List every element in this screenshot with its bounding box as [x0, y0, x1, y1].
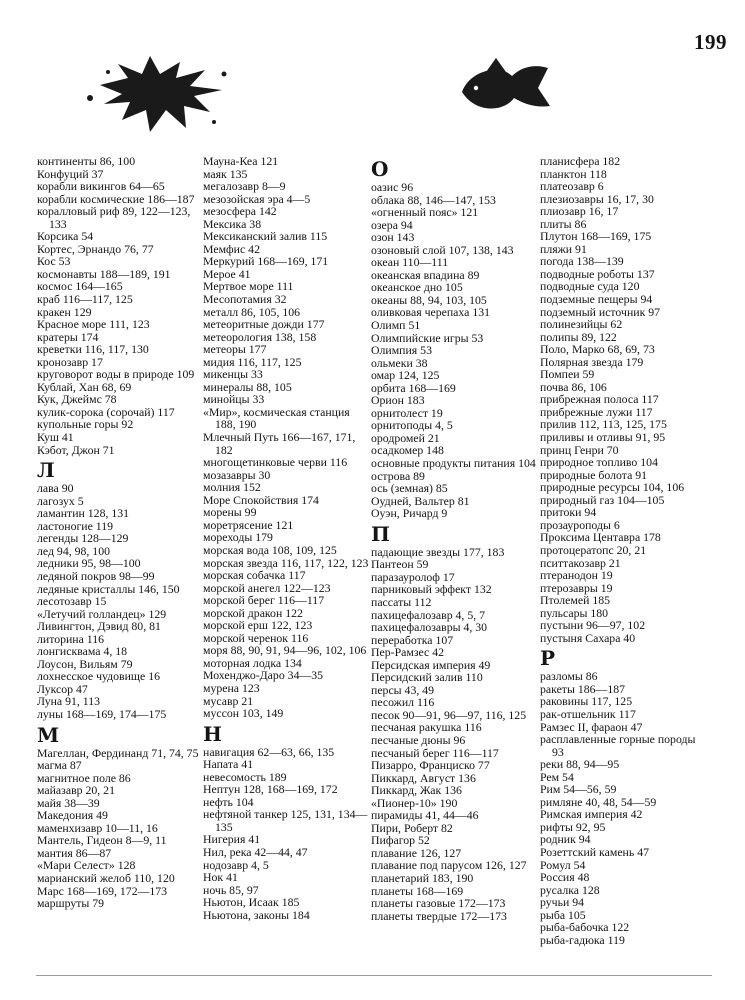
index-entry: нефть 104 [203, 794, 254, 809]
index-entry: лохнесское чудовище 16 [37, 669, 161, 684]
section-letter: Л [37, 458, 55, 483]
index-entry: Пантеон 59 [371, 557, 429, 572]
index-entry: морской черенок 116 [203, 630, 309, 645]
index-entry: рак-отшельник 117 [540, 706, 636, 721]
index-entry: мезосфера 142 [203, 204, 277, 219]
index-entry: ородромей 21 [371, 430, 440, 445]
index-entry: Напата 41 [203, 757, 254, 772]
index-entry: природное топливо 104 [540, 455, 658, 470]
index-entry: Пизарро, Франциско 77 [371, 758, 490, 773]
index-entry: пахицефалозавр 4, 5, 7 [371, 607, 486, 622]
index-entry: приливы и отливы 91, 95 [540, 430, 666, 445]
index-entry: мурена 123 [203, 680, 260, 695]
index-entry: плезиозавры 16, 17, 30 [540, 191, 654, 206]
index-entry: метеоры 177 [203, 342, 267, 357]
index-entry: Красное море 111, 123 [37, 317, 150, 332]
index-entry: мозазавры 30 [203, 467, 271, 482]
index-entry: Ньютона, законы 184 [203, 907, 310, 922]
section-letter: Р [540, 646, 556, 671]
index-entry: полипы 89, 122 [540, 329, 617, 344]
index-entry: Рем 54 [540, 769, 574, 784]
index-entry: морской анегел 122—123 [203, 580, 331, 595]
index-entry: рыба-гадюка 119 [540, 932, 625, 947]
index-entry: плавание 126, 127 [371, 845, 462, 860]
index-entry: разломы 86 [540, 669, 598, 684]
index-entry: Римская империя 42 [540, 807, 643, 822]
index-entry: ледяные кристаллы 146, 150 [37, 581, 180, 596]
index-entry: Пиккард, Жак 136 [371, 783, 462, 798]
index-entry: озера 94 [371, 217, 413, 232]
index-entry: прибрежная полоса 117 [540, 392, 659, 407]
index-entry: Марс 168—169, 172—173 [37, 883, 168, 898]
index-entry: Конфуций 37 [37, 166, 104, 181]
index-entry: океаны 88, 94, 103, 105 [371, 292, 487, 307]
index-entry: пульсары 180 [540, 605, 609, 620]
index-entry: Нил, река 42—44, 47 [203, 844, 308, 859]
index-entry: мезозойская эра 4—5 [203, 191, 311, 206]
index-entry: песок 90—91, 96—97, 116, 125 [371, 707, 527, 722]
index-entry: песчаная ракушка 116 [371, 720, 482, 735]
index-entry: ластоногие 119 [37, 518, 114, 533]
ink-splat-icon [87, 56, 227, 132]
index-entry: корабли викингов 64—65 [37, 179, 165, 194]
index-entry: Пифагор 52 [371, 833, 430, 848]
index-entry: Плутон 168—169, 175 [540, 229, 652, 244]
index-entry: Пер-Рамзес 42 [371, 645, 445, 660]
index-entry: океан 110—111 [371, 255, 449, 270]
index-entry: орнитолест 19 [371, 405, 443, 420]
index-entry: планеты 168—169 [371, 883, 464, 898]
index-entry: микенцы 33 [203, 367, 263, 382]
index-entry: пирамиды 41, 44—46 [371, 808, 479, 823]
index-entry: родник 94 [540, 832, 591, 847]
index-entry: Мертвое море 111 [203, 279, 294, 294]
index-entry: магнитное поле 86 [37, 770, 131, 785]
index-column-1 [37, 155, 205, 910]
index-entry: прозауроподы 6 [540, 517, 620, 532]
index-entry: Полярная звезда 179 [540, 354, 644, 369]
index-entry: переработка 107 [371, 632, 454, 647]
index-entry: маршруты 79 [37, 896, 105, 911]
index-entry: молния 152 [203, 480, 261, 495]
index-entry: лава 90 [37, 481, 74, 496]
section-letter: П [371, 521, 390, 546]
index-entry: Мерое 41 [203, 266, 251, 281]
index-entry: краб 116—117, 125 [37, 292, 133, 307]
index-entry: Мексика 38 [203, 216, 262, 231]
index-entry: Ромул 54 [540, 857, 586, 872]
section-letter: О [371, 157, 389, 181]
index-entry: океанское дно 105 [371, 280, 463, 295]
index-entry: морской дракон 122 [203, 605, 303, 620]
index-entry: легенды 128—129 [37, 531, 129, 546]
index-entry: «Летучий голландец» 129 [37, 606, 167, 621]
index-entry: марианский желоб 110, 120 [37, 870, 175, 885]
index-entry: пситтакозавр 21 [540, 555, 621, 570]
index-entry: принц Генри 70 [540, 442, 619, 457]
index-entry: космонавты 188—189, 191 [37, 266, 171, 281]
index-entry: ламантин 128, 131 [37, 506, 130, 521]
index-entry: лед 94, 98, 100 [37, 543, 111, 558]
index-entry: ольмеки 38 [371, 355, 428, 370]
index-entry: осадкомер 148 [371, 443, 444, 458]
index-entry: полинезийцы 62 [540, 317, 623, 332]
index-entry: Луксор 47 [37, 681, 88, 696]
index-entry: прибрежные лужи 117 [540, 404, 653, 419]
index-entry: континенты 86, 100 [37, 154, 136, 168]
index-entry: озоновый слой 107, 138, 143 [371, 242, 514, 257]
index-entry: морской берег 116—117 [203, 593, 325, 608]
index-entry: Пиккард, Август 136 [371, 770, 476, 785]
index-entry: Рамзес II, фараон 47 [540, 719, 643, 734]
index-entry: Олимпия 53 [371, 343, 432, 358]
index-entry: майазавр 20, 21 [37, 783, 115, 798]
fish-icon [462, 58, 550, 109]
index-entry: платеозавр 6 [540, 179, 604, 194]
index-entry: Олимп 51 [371, 318, 421, 333]
index-entry: Кэбот, Джон 71 [37, 442, 115, 457]
index-entry: кулик-сорока (сорочай) 117 [37, 404, 175, 419]
index-entry: круговорот воды в природе 109 [37, 367, 195, 382]
index-entry: мантия 86—87 [37, 845, 112, 860]
index-column-2 [203, 155, 371, 921]
index-entry: кракен 129 [37, 304, 92, 319]
index-entry: основные продукты питания 104 [371, 456, 536, 471]
index-entry: Рим 54—56, 59 [540, 782, 617, 797]
index-entry: морской ерш 122, 123 [203, 618, 313, 633]
header-illustrations [0, 50, 745, 140]
index-entry: реки 88, 94—95 [540, 757, 620, 772]
index-entry: металл 86, 105, 106 [203, 304, 301, 319]
index-column-4 [540, 155, 708, 946]
index-column-3 [371, 155, 539, 922]
index-entry: плиты 86 [540, 216, 587, 231]
index-entry: Море Спокойствия 174 [203, 492, 319, 507]
index-entry: Поло, Марко 68, 69, 73 [540, 342, 655, 357]
index-entry: природный газ 104—105 [540, 492, 665, 507]
index-entry: «огненный пояс» 121 [371, 205, 479, 220]
index-entry: космос 164—165 [37, 279, 123, 294]
index-entry: мидия 116, 117, 125 [203, 354, 302, 369]
index-entry: моря 88, 90, 91, 94—96, 102, 106 [203, 643, 367, 658]
index-entry: кронозавр 17 [37, 354, 103, 369]
index-entry: кратеры 174 [37, 329, 99, 344]
index-entry: моретрясение 121 [203, 517, 294, 532]
index-entry: Кук, Джеймс 78 [37, 392, 117, 407]
index-entry: рифты 92, 95 [540, 819, 606, 834]
index-entry: раковины 117, 125 [540, 694, 633, 709]
index-entry: планеты твердые 172—173 [371, 908, 507, 923]
index-entry: Мантель, Гидеон 8—9, 11 [37, 833, 167, 848]
index-entry: Кос 53 [37, 254, 71, 269]
index-entry: ось (земная) 85 [371, 481, 448, 496]
index-entry: подземный источник 97 [540, 304, 661, 319]
index-entry: планетарий 183, 190 [371, 870, 474, 885]
index-entry: «Мир», космическая станция 188, 190 [203, 404, 350, 432]
index-entry: прилив 112, 113, 125, 175 [540, 417, 667, 432]
index-entry: облака 88, 146—147, 153 [371, 192, 496, 207]
index-entry: мегалозавр 8—9 [203, 179, 286, 194]
index-entry: птеранодон 19 [540, 568, 613, 583]
index-entry: моторная лодка 134 [203, 655, 302, 670]
index-entry: Месопотамия 32 [203, 292, 287, 307]
index-entry: маяк 135 [203, 166, 248, 181]
index-entry: Нептун 128, 168—169, 172 [203, 782, 338, 797]
index-entry: Магеллан, Фердинанд 71, 74, 75 [37, 745, 199, 760]
index-entry: оазис 96 [371, 180, 414, 194]
index-entry: купольные горы 92 [37, 417, 134, 432]
index-entry: природные болота 91 [540, 467, 648, 482]
index-entry: океанская впадина 89 [371, 267, 480, 282]
index-entry: песчаные дюны 96 [371, 732, 466, 747]
index-entry: Македония 49 [37, 808, 108, 823]
index-entry: плавание под парусом 126, 127 [371, 858, 527, 873]
index-entry: Кортес, Эрнандо 76, 77 [37, 241, 154, 256]
index-entry: луны 168—169, 174—175 [37, 706, 167, 721]
index-entry: Мексиканский залив 115 [203, 229, 328, 244]
index-entry: подводные роботы 137 [540, 266, 655, 281]
index-entry: минойцы 33 [203, 392, 265, 407]
index-entry: планисфера 182 [540, 154, 621, 168]
index-entry: лесотозавр 15 [37, 594, 107, 609]
index-entry: литорина 116 [37, 631, 105, 646]
index-entry: Персидская империя 49 [371, 657, 491, 672]
index-entry: метеоритные дожди 177 [203, 317, 325, 332]
index-entry: Оудней, Вальтер 81 [371, 493, 470, 508]
index-entry: коралловый риф 89, 122—123, 133 [37, 204, 191, 231]
index-entry: пустыня Сахара 40 [540, 630, 636, 645]
index-entry: Меркурий 168—169, 171 [203, 254, 329, 269]
index-entry: морены 99 [203, 505, 257, 520]
index-entry: Нигерия 41 [203, 832, 261, 847]
index-entry: острова 89 [371, 468, 425, 483]
index-entry: ледники 95, 98—100 [37, 556, 141, 571]
index-entry: природные ресурсы 104, 106 [540, 480, 685, 495]
index-entry: песчаный берег 116—117 [371, 745, 499, 760]
index-entry: магма 87 [37, 758, 82, 773]
index-entry: морская собачка 117 [203, 568, 306, 583]
index-entry: плиозавр 16, 17 [540, 204, 619, 219]
index-entry: паразауролоф 17 [371, 569, 455, 584]
index-entry: Корсика 54 [37, 229, 94, 244]
page-number: 199 [694, 30, 727, 54]
index-entry: майя 38—39 [37, 795, 100, 810]
index-entry: лонгисквама 4, 18 [37, 644, 128, 659]
index-entry: креветки 116, 117, 130 [37, 342, 149, 357]
index-entry: оливковая черепаха 131 [371, 305, 491, 320]
index-entry: Ливингтон, Дэвид 80, 81 [37, 619, 161, 634]
index-entry: муссон 103, 149 [203, 706, 284, 721]
index-entry: ночь 85, 97 [203, 882, 259, 897]
index-entry: Мемфис 42 [203, 241, 260, 256]
index-entry: персы 43, 49 [371, 682, 435, 697]
index-entry: пахицефалозавры 4, 30 [371, 620, 488, 635]
index-entry: планеты газовые 172—173 [371, 896, 506, 911]
index-entry: орбита 168—169 [371, 380, 456, 395]
index-entry: метеорология 138, 158 [203, 329, 317, 344]
index-entry: Оуэн, Ричард 9 [371, 506, 448, 521]
index-entry: почва 86, 106 [540, 379, 607, 394]
index-entry: Розеттский камень 47 [540, 844, 649, 859]
index-entry: рыба 105 [540, 907, 586, 922]
index-entry: планктон 118 [540, 166, 607, 181]
index-entry: Кублай, Хан 68, 69 [37, 379, 132, 394]
index-entry: невесомость 189 [203, 769, 287, 784]
section-letter: Н [203, 721, 222, 746]
index-entry: падающие звезды 177, 183 [371, 544, 505, 559]
index-entry: омар 124, 125 [371, 368, 440, 383]
index-entry: пляжи 91 [540, 241, 587, 256]
index-entry: погода 138—139 [540, 254, 624, 269]
index-entry: «Мари Селест» 128 [37, 858, 136, 873]
index-entry: ледяной покров 98—99 [37, 568, 155, 583]
index-entry: «Пионер-10» 190 [371, 795, 458, 810]
bottom-rule [36, 975, 712, 976]
index-entry: озон 143 [371, 230, 415, 245]
index-entry: протоцератопс 20, 21 [540, 542, 647, 557]
index-entry: нодозавр 4, 5 [203, 857, 269, 872]
index-entry: Россия 48 [540, 870, 590, 885]
index-entry: Лоусон, Вильям 79 [37, 656, 133, 671]
index-entry: Куш 41 [37, 430, 74, 445]
index-entry: мусавр 21 [203, 693, 254, 708]
index-entry: Проксима Центавра 178 [540, 530, 661, 545]
index-entry: рыба-бабочка 122 [540, 920, 630, 935]
section-letter: М [37, 722, 60, 747]
index-entry: орнитоподы 4, 5 [371, 418, 453, 433]
index-entry: русалка 128 [540, 882, 600, 897]
index-entry: корабли космические 186—187 [37, 191, 195, 206]
index-entry: Пири, Роберт 82 [371, 820, 453, 835]
index-entry: Нок 41 [203, 870, 238, 885]
index-entry: Орион 183 [371, 393, 425, 408]
index-entry: расплавленные горные породы 93 [540, 732, 696, 759]
index-entry: пассаты 112 [371, 594, 432, 609]
index-entry: Мохенджо-Даро 34—35 [203, 668, 324, 683]
index-entry: многощетинковые черви 116 [203, 455, 348, 470]
index-entry: Млечный Путь 166—167, 171, 182 [203, 430, 356, 457]
index-entry: птерозавры 19 [540, 580, 613, 595]
index-entry: Олимпийские игры 53 [371, 330, 484, 345]
index-entry: подводные суда 120 [540, 279, 640, 294]
index-entry: Персидский залив 110 [371, 670, 483, 685]
index-entry: лагозух 5 [37, 493, 84, 508]
index-entry: морская вода 108, 109, 125 [203, 542, 337, 557]
index-entry: ручьи 94 [540, 895, 585, 910]
index-entry: Помпеи 59 [540, 367, 595, 382]
index-entry: маменхизавр 10—11, 16 [37, 820, 158, 835]
index-entry: минералы 88, 105 [203, 379, 292, 394]
index-entry: парниковый эффект 132 [371, 582, 492, 597]
index-entry: подземные пещеры 94 [540, 292, 653, 307]
index-entry: римляне 40, 48, 54—59 [540, 794, 657, 809]
index-entry: мореходы 179 [203, 530, 273, 545]
index-entry: Мауна-Кеа 121 [203, 154, 279, 168]
index-entry: Птолемей 185 [540, 593, 611, 608]
index-entry: песожил 116 [371, 695, 435, 710]
index-entry: Ньютон, Исаак 185 [203, 895, 300, 910]
index-entry: нефтяной танкер 125, 131, 134—135 [203, 807, 368, 834]
index-entry: притоки 94 [540, 505, 597, 520]
index-entry: Луна 91, 113 [37, 694, 101, 709]
index-entry: морская звезда 116, 117, 122, 123 [203, 555, 369, 570]
index-entry: ракеты 186—187 [540, 681, 626, 696]
index-entry: навигация 62—63, 66, 135 [203, 744, 335, 759]
index-entry: пустыни 96—97, 102 [540, 618, 646, 633]
